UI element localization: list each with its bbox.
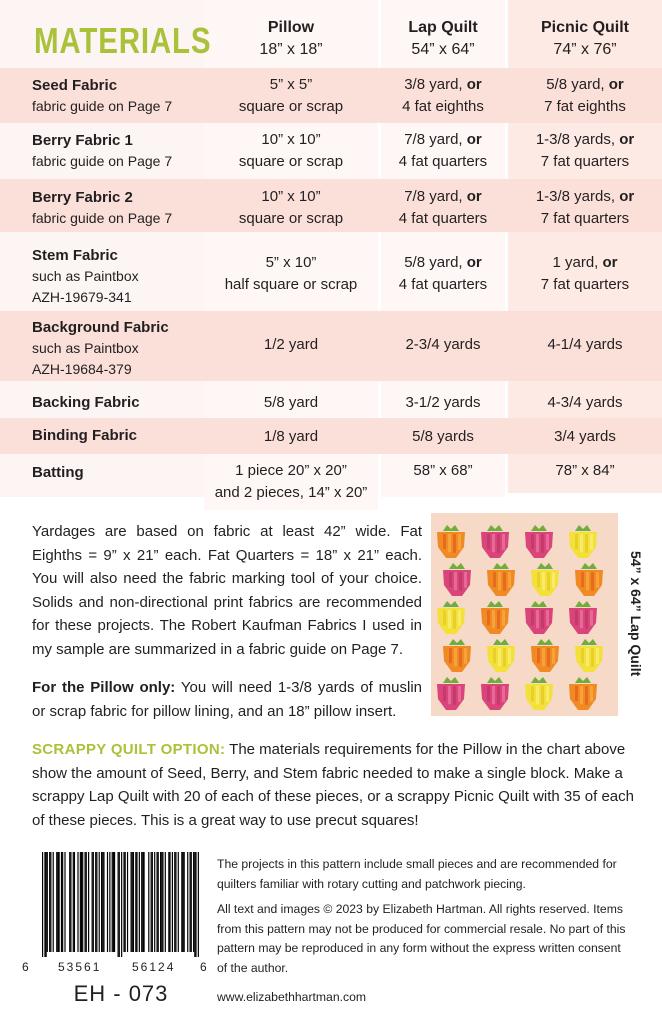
strawberry-block bbox=[437, 677, 465, 710]
barcode-bar bbox=[151, 852, 152, 952]
row-label bbox=[32, 245, 204, 308]
pattern-sku: EH - 073 bbox=[73, 981, 169, 1006]
barcode-bar bbox=[73, 852, 74, 952]
barcode-bar bbox=[107, 852, 108, 952]
cell-text: 4 fat quarters bbox=[398, 210, 488, 227]
cell-text: 4-3/4 yards bbox=[547, 394, 623, 411]
cell-text: 5/8 yard, bbox=[404, 254, 467, 271]
cell-line: 5” x 5” bbox=[269, 76, 313, 93]
row-label-subtext: AZH-19679-341 bbox=[32, 289, 132, 305]
barcode-bar bbox=[181, 852, 182, 952]
barcode-bar bbox=[178, 852, 179, 952]
cell-picnic bbox=[508, 186, 662, 230]
strawberry-block bbox=[481, 525, 509, 558]
row-label-subtext: fabric guide on Page 7 bbox=[32, 98, 173, 114]
cell-line: square or scrap bbox=[238, 98, 344, 115]
lap-quilt-image bbox=[431, 513, 618, 716]
barcode-bar bbox=[161, 852, 162, 952]
barcode-bar bbox=[112, 852, 113, 952]
strawberry-block bbox=[575, 563, 603, 596]
scrappy-option-heading: SCRAPPY QUILT OPTION: bbox=[32, 741, 226, 758]
page-title: MATERIALS bbox=[34, 20, 212, 61]
cell-text: 7 fat quarters bbox=[540, 210, 630, 227]
cell-line: half square or scrap bbox=[224, 276, 358, 293]
column-size: 74” x 76” bbox=[553, 41, 617, 58]
barcode-bar bbox=[158, 852, 159, 952]
barcode-bar bbox=[81, 852, 82, 952]
cell-line bbox=[381, 426, 505, 448]
cell-pillow bbox=[204, 74, 378, 118]
barcode-bar bbox=[127, 852, 128, 952]
pillow-note-text: You will need 1-3/8 yards of muslin or scrap fabric for pillow lining, and an 18” pillow insert. bbox=[32, 679, 422, 720]
barcode-bar bbox=[50, 852, 51, 952]
barcode-bar bbox=[86, 852, 87, 952]
strawberry-block bbox=[487, 639, 515, 672]
barcode-bar bbox=[64, 852, 65, 952]
barcode-bar bbox=[193, 852, 194, 952]
cell-pillow bbox=[204, 129, 378, 173]
cell-line bbox=[381, 274, 505, 296]
website-link[interactable]: www.elizabethhartman.com bbox=[217, 990, 367, 1004]
barcode-bar bbox=[80, 852, 81, 952]
cell-text: 58” x 68” bbox=[413, 462, 473, 479]
cell-text: 1 yard, bbox=[552, 254, 603, 271]
barcode-bar bbox=[160, 852, 161, 952]
strawberry-block bbox=[525, 677, 553, 710]
barcode-bar bbox=[191, 852, 192, 952]
cell-text: 7 fat eighths bbox=[544, 98, 626, 115]
barcode-bar bbox=[74, 852, 75, 952]
barcode-bar bbox=[59, 852, 60, 952]
barcode bbox=[34, 852, 208, 973]
row-label-name: Berry Fabric 2 bbox=[32, 189, 133, 206]
pillow-note-lead: For the Pillow only: bbox=[32, 679, 176, 696]
strawberry-block bbox=[481, 677, 509, 710]
cell-line bbox=[381, 151, 505, 173]
row-label bbox=[32, 392, 204, 413]
cell-line bbox=[381, 392, 505, 414]
cell-pillow bbox=[204, 392, 378, 414]
barcode-bar bbox=[92, 852, 93, 952]
column-header-lap bbox=[381, 17, 505, 61]
cell-or-keyword: or bbox=[466, 131, 482, 148]
barcode-bar bbox=[156, 852, 157, 952]
cell-line: 1/2 yard bbox=[263, 336, 319, 353]
barcode-bar bbox=[82, 852, 83, 952]
strawberry-block bbox=[531, 639, 559, 672]
barcode-bar bbox=[195, 852, 196, 957]
barcode-bar bbox=[99, 852, 100, 952]
cell-picnic bbox=[508, 252, 662, 296]
cell-lap bbox=[381, 129, 505, 173]
barcode-bar bbox=[152, 852, 153, 952]
cell-lap bbox=[381, 186, 505, 230]
cell-text: 5/8 yards bbox=[412, 428, 474, 445]
cell-line: 10” x 10” bbox=[261, 131, 321, 148]
cell-line bbox=[508, 274, 662, 296]
row-label-name: Batting bbox=[32, 464, 84, 481]
cell-pillow bbox=[204, 186, 378, 230]
barcode-bar bbox=[154, 852, 155, 952]
strawberry-block bbox=[575, 639, 603, 672]
barcode-bar bbox=[175, 852, 176, 952]
barcode-bar bbox=[93, 852, 94, 952]
cell-line bbox=[508, 151, 662, 173]
cell-text: 78” x 84” bbox=[555, 462, 615, 479]
cell-line bbox=[381, 74, 505, 96]
cell-text: 4 fat quarters bbox=[398, 276, 488, 293]
cell-pillow bbox=[204, 426, 378, 448]
barcode-bar bbox=[62, 852, 63, 952]
cell-pillow bbox=[204, 334, 378, 356]
barcode-bar bbox=[136, 852, 137, 952]
strawberry-block bbox=[437, 525, 465, 558]
cell-or-keyword: or bbox=[619, 131, 635, 148]
cell-text: 1-3/8 yards, bbox=[535, 131, 620, 148]
barcode-bar bbox=[169, 852, 170, 952]
barcode-bar bbox=[70, 852, 71, 952]
cell-line bbox=[381, 208, 505, 230]
cell-lap bbox=[381, 74, 505, 118]
row-label-subtext: fabric guide on Page 7 bbox=[32, 210, 173, 226]
cell-picnic bbox=[508, 392, 662, 414]
barcode-bar bbox=[125, 852, 126, 952]
cell-line bbox=[508, 252, 662, 274]
row-label bbox=[32, 317, 204, 380]
cell-picnic bbox=[508, 334, 662, 356]
cell-line bbox=[508, 129, 662, 151]
cell-line: 1/8 yard bbox=[263, 428, 319, 445]
cell-text: 4 fat quarters bbox=[398, 153, 488, 170]
cell-line: 5” x 10” bbox=[265, 254, 317, 271]
cell-text: 7/8 yard, bbox=[404, 131, 467, 148]
cell-line bbox=[508, 392, 662, 414]
row-label-name: Stem Fabric bbox=[32, 247, 118, 264]
cell-lap bbox=[381, 426, 505, 448]
barcode-bar bbox=[142, 852, 143, 952]
barcode-bar bbox=[46, 852, 47, 957]
barcode-bar bbox=[172, 852, 173, 952]
cell-line bbox=[508, 186, 662, 208]
barcode-bar bbox=[133, 852, 134, 952]
yardage-paragraph: Yardages are based on fabric at least 42” wide. Fat Eighths = 9” x 21” each. Fat Quarters = 18” x 21” each. You will also need the fabric marking tool of your choice. Solids and non-directional print fabrics are recommended for these projects. The Robert Kaufman Fabrics I used in my sample are summarized in a fabric guide on Page 7. bbox=[32, 523, 422, 658]
strawberry-block bbox=[437, 601, 465, 634]
row-label bbox=[32, 425, 204, 446]
cell-line: square or scrap bbox=[238, 210, 344, 227]
strawberry-block bbox=[569, 525, 597, 558]
pillow-note bbox=[32, 676, 422, 723]
barcode-bar bbox=[139, 852, 140, 952]
column-header-pillow bbox=[204, 17, 378, 61]
cell-text: 7 fat quarters bbox=[540, 276, 630, 293]
cell-line bbox=[381, 252, 505, 274]
cell-or-keyword: or bbox=[466, 76, 482, 93]
barcode-bar bbox=[113, 852, 114, 952]
barcode-bar bbox=[88, 852, 89, 952]
barcode-bar bbox=[187, 852, 188, 952]
barcode-bar bbox=[103, 852, 104, 952]
cell-text: 3-1/2 yards bbox=[405, 394, 481, 411]
barcode-bar bbox=[174, 852, 175, 952]
barcode-digits-group-2: 56124 bbox=[132, 960, 176, 974]
strawberry-quilt-illustration bbox=[431, 513, 618, 716]
barcode-bar bbox=[162, 852, 163, 952]
barcode-bar bbox=[190, 852, 191, 952]
cell-text: 5/8 yard, bbox=[546, 76, 609, 93]
cell-text: 1-3/8 yards, bbox=[535, 188, 620, 205]
strawberry-block bbox=[443, 563, 471, 596]
row-label-name: Berry Fabric 1 bbox=[32, 132, 133, 149]
cell-text: 2-3/4 yards bbox=[405, 336, 481, 353]
cell-or-keyword: or bbox=[466, 254, 482, 271]
column-header-picnic bbox=[508, 17, 662, 61]
barcode-bar bbox=[184, 852, 185, 952]
cell-lap bbox=[381, 392, 505, 414]
row-label-name: Background Fabric bbox=[32, 319, 169, 336]
barcode-bar bbox=[77, 852, 78, 952]
row-label-subtext: such as Paintbox bbox=[32, 268, 139, 284]
cell-line: 1 piece 20” x 20” bbox=[235, 462, 347, 479]
barcode-bar bbox=[121, 852, 122, 957]
strawberry-block bbox=[569, 677, 597, 710]
cell-line bbox=[508, 426, 662, 448]
strawberry-block bbox=[481, 601, 509, 634]
barcode-digits-group-1: 53561 bbox=[58, 960, 102, 974]
barcode-bar bbox=[109, 852, 110, 952]
barcode-bar bbox=[148, 852, 149, 952]
cell-picnic bbox=[508, 129, 662, 173]
barcode-bar bbox=[96, 852, 97, 952]
barcode-bar bbox=[194, 852, 195, 957]
column-name: Pillow bbox=[267, 19, 315, 36]
barcode-bar bbox=[95, 852, 96, 952]
barcode-bar bbox=[198, 852, 199, 957]
cell-line bbox=[508, 208, 662, 230]
cell-lap bbox=[381, 252, 505, 296]
row-label-name: Backing Fabric bbox=[32, 394, 140, 411]
cell-line bbox=[508, 74, 662, 96]
cell-line bbox=[508, 96, 662, 118]
strawberry-block bbox=[525, 525, 553, 558]
barcode-bar bbox=[44, 852, 45, 957]
cell-pillow bbox=[204, 252, 378, 296]
row-label-subtext: such as Paintbox bbox=[32, 340, 139, 356]
cell-lap bbox=[381, 460, 505, 482]
notes-copyright: All text and images © 2023 by Elizabeth Hartman. All rights reserved. Items from this pattern may not be produced for commercial resale. No part of this pattern may be reproduced in any form without the express written consent of the author. bbox=[217, 902, 626, 975]
barcode-bar bbox=[102, 852, 103, 952]
scrappy-option-text: The materials requirements for the Pillow in the chart above show the amount of Seed, Berry, and Stem fabric needed to make a single block. Make a scrappy Lap Quilt with 20 of each of these pieces, or a scrappy Picnic Quilt with 35 of each of these pieces. This is a great way to use precut squares! bbox=[32, 741, 634, 829]
strawberry-block bbox=[525, 601, 553, 634]
barcode-bar bbox=[132, 852, 133, 952]
cell-text: 3/8 yard, bbox=[404, 76, 467, 93]
cell-line: and 2 pieces, 14” x 20” bbox=[214, 484, 368, 501]
barcode-bar bbox=[53, 852, 54, 952]
barcode-bar bbox=[47, 852, 48, 952]
cell-line bbox=[508, 334, 662, 356]
cell-or-keyword: or bbox=[602, 254, 618, 271]
cell-line: 5/8 yard bbox=[263, 394, 319, 411]
strawberry-block bbox=[443, 639, 471, 672]
cell-text: 7/8 yard, bbox=[404, 188, 467, 205]
cell-or-keyword: or bbox=[608, 76, 624, 93]
cell-text: 4-1/4 yards bbox=[547, 336, 623, 353]
row-label bbox=[32, 187, 204, 229]
column-size: 18” x 18” bbox=[259, 41, 323, 58]
barcode-bar bbox=[118, 852, 119, 957]
barcode-bar bbox=[114, 852, 115, 952]
barcode-digit-left: 6 bbox=[22, 960, 29, 974]
cell-or-keyword: or bbox=[619, 188, 635, 205]
strawberry-block bbox=[487, 563, 515, 596]
row-label-name: Seed Fabric bbox=[32, 77, 118, 94]
barcode-bar bbox=[84, 852, 85, 952]
cell-picnic bbox=[508, 74, 662, 118]
cell-line bbox=[381, 96, 505, 118]
column-name: Picnic Quilt bbox=[540, 19, 629, 36]
cell-line bbox=[381, 186, 505, 208]
cell-text: 3/4 yards bbox=[554, 428, 616, 445]
scrappy-quilt-option bbox=[32, 738, 638, 832]
barcode-bar bbox=[143, 852, 144, 952]
barcode-bar bbox=[168, 852, 169, 952]
cell-text: 4 fat eighths bbox=[402, 98, 484, 115]
barcode-bar bbox=[69, 852, 70, 952]
cell-line bbox=[381, 334, 505, 356]
barcode-bar bbox=[61, 852, 62, 952]
barcode-bar bbox=[131, 852, 132, 952]
barcode-bar bbox=[141, 852, 142, 952]
barcode-bar bbox=[123, 852, 124, 952]
row-label bbox=[32, 75, 204, 117]
barcode-bars bbox=[34, 852, 208, 957]
barcode-bar bbox=[57, 852, 58, 952]
row-label-subtext: AZH-19684-379 bbox=[32, 361, 132, 377]
barcode-bar bbox=[182, 852, 183, 952]
barcode-bar bbox=[101, 852, 102, 952]
barcode-bar bbox=[56, 852, 57, 952]
row-label bbox=[32, 462, 204, 483]
cell-line bbox=[381, 129, 505, 151]
barcode-bar bbox=[135, 852, 136, 952]
cell-or-keyword: or bbox=[466, 188, 482, 205]
cell-line bbox=[508, 460, 662, 482]
strawberry-block bbox=[531, 563, 559, 596]
row-label-subtext: fabric guide on Page 7 bbox=[32, 153, 173, 169]
cell-picnic bbox=[508, 460, 662, 482]
barcode-bar bbox=[49, 852, 50, 952]
column-name: Lap Quilt bbox=[408, 19, 478, 36]
cell-line bbox=[381, 460, 505, 482]
barcode-bar bbox=[119, 852, 120, 957]
quilt-size-label: 54” x 64” Lap Quilt bbox=[628, 551, 644, 677]
barcode-bar bbox=[165, 852, 166, 952]
cell-text: 7 fat quarters bbox=[540, 153, 630, 170]
cell-picnic bbox=[508, 426, 662, 448]
row-label bbox=[32, 130, 204, 172]
notes-skill-level: The projects in this pattern include small pieces and are recommended for quilters familiar with rotary cutting and patchwork piecing. bbox=[217, 857, 617, 891]
cell-lap bbox=[381, 334, 505, 356]
column-size: 54” x 64” bbox=[411, 41, 475, 58]
row-label-name: Binding Fabric bbox=[32, 427, 137, 444]
cell-pillow bbox=[204, 460, 378, 504]
barcode-digit-right: 6 bbox=[200, 960, 207, 974]
strawberry-block bbox=[569, 601, 597, 634]
cell-line: 10” x 10” bbox=[261, 188, 321, 205]
barcode-bar bbox=[42, 852, 43, 957]
cell-line: square or scrap bbox=[238, 153, 344, 170]
